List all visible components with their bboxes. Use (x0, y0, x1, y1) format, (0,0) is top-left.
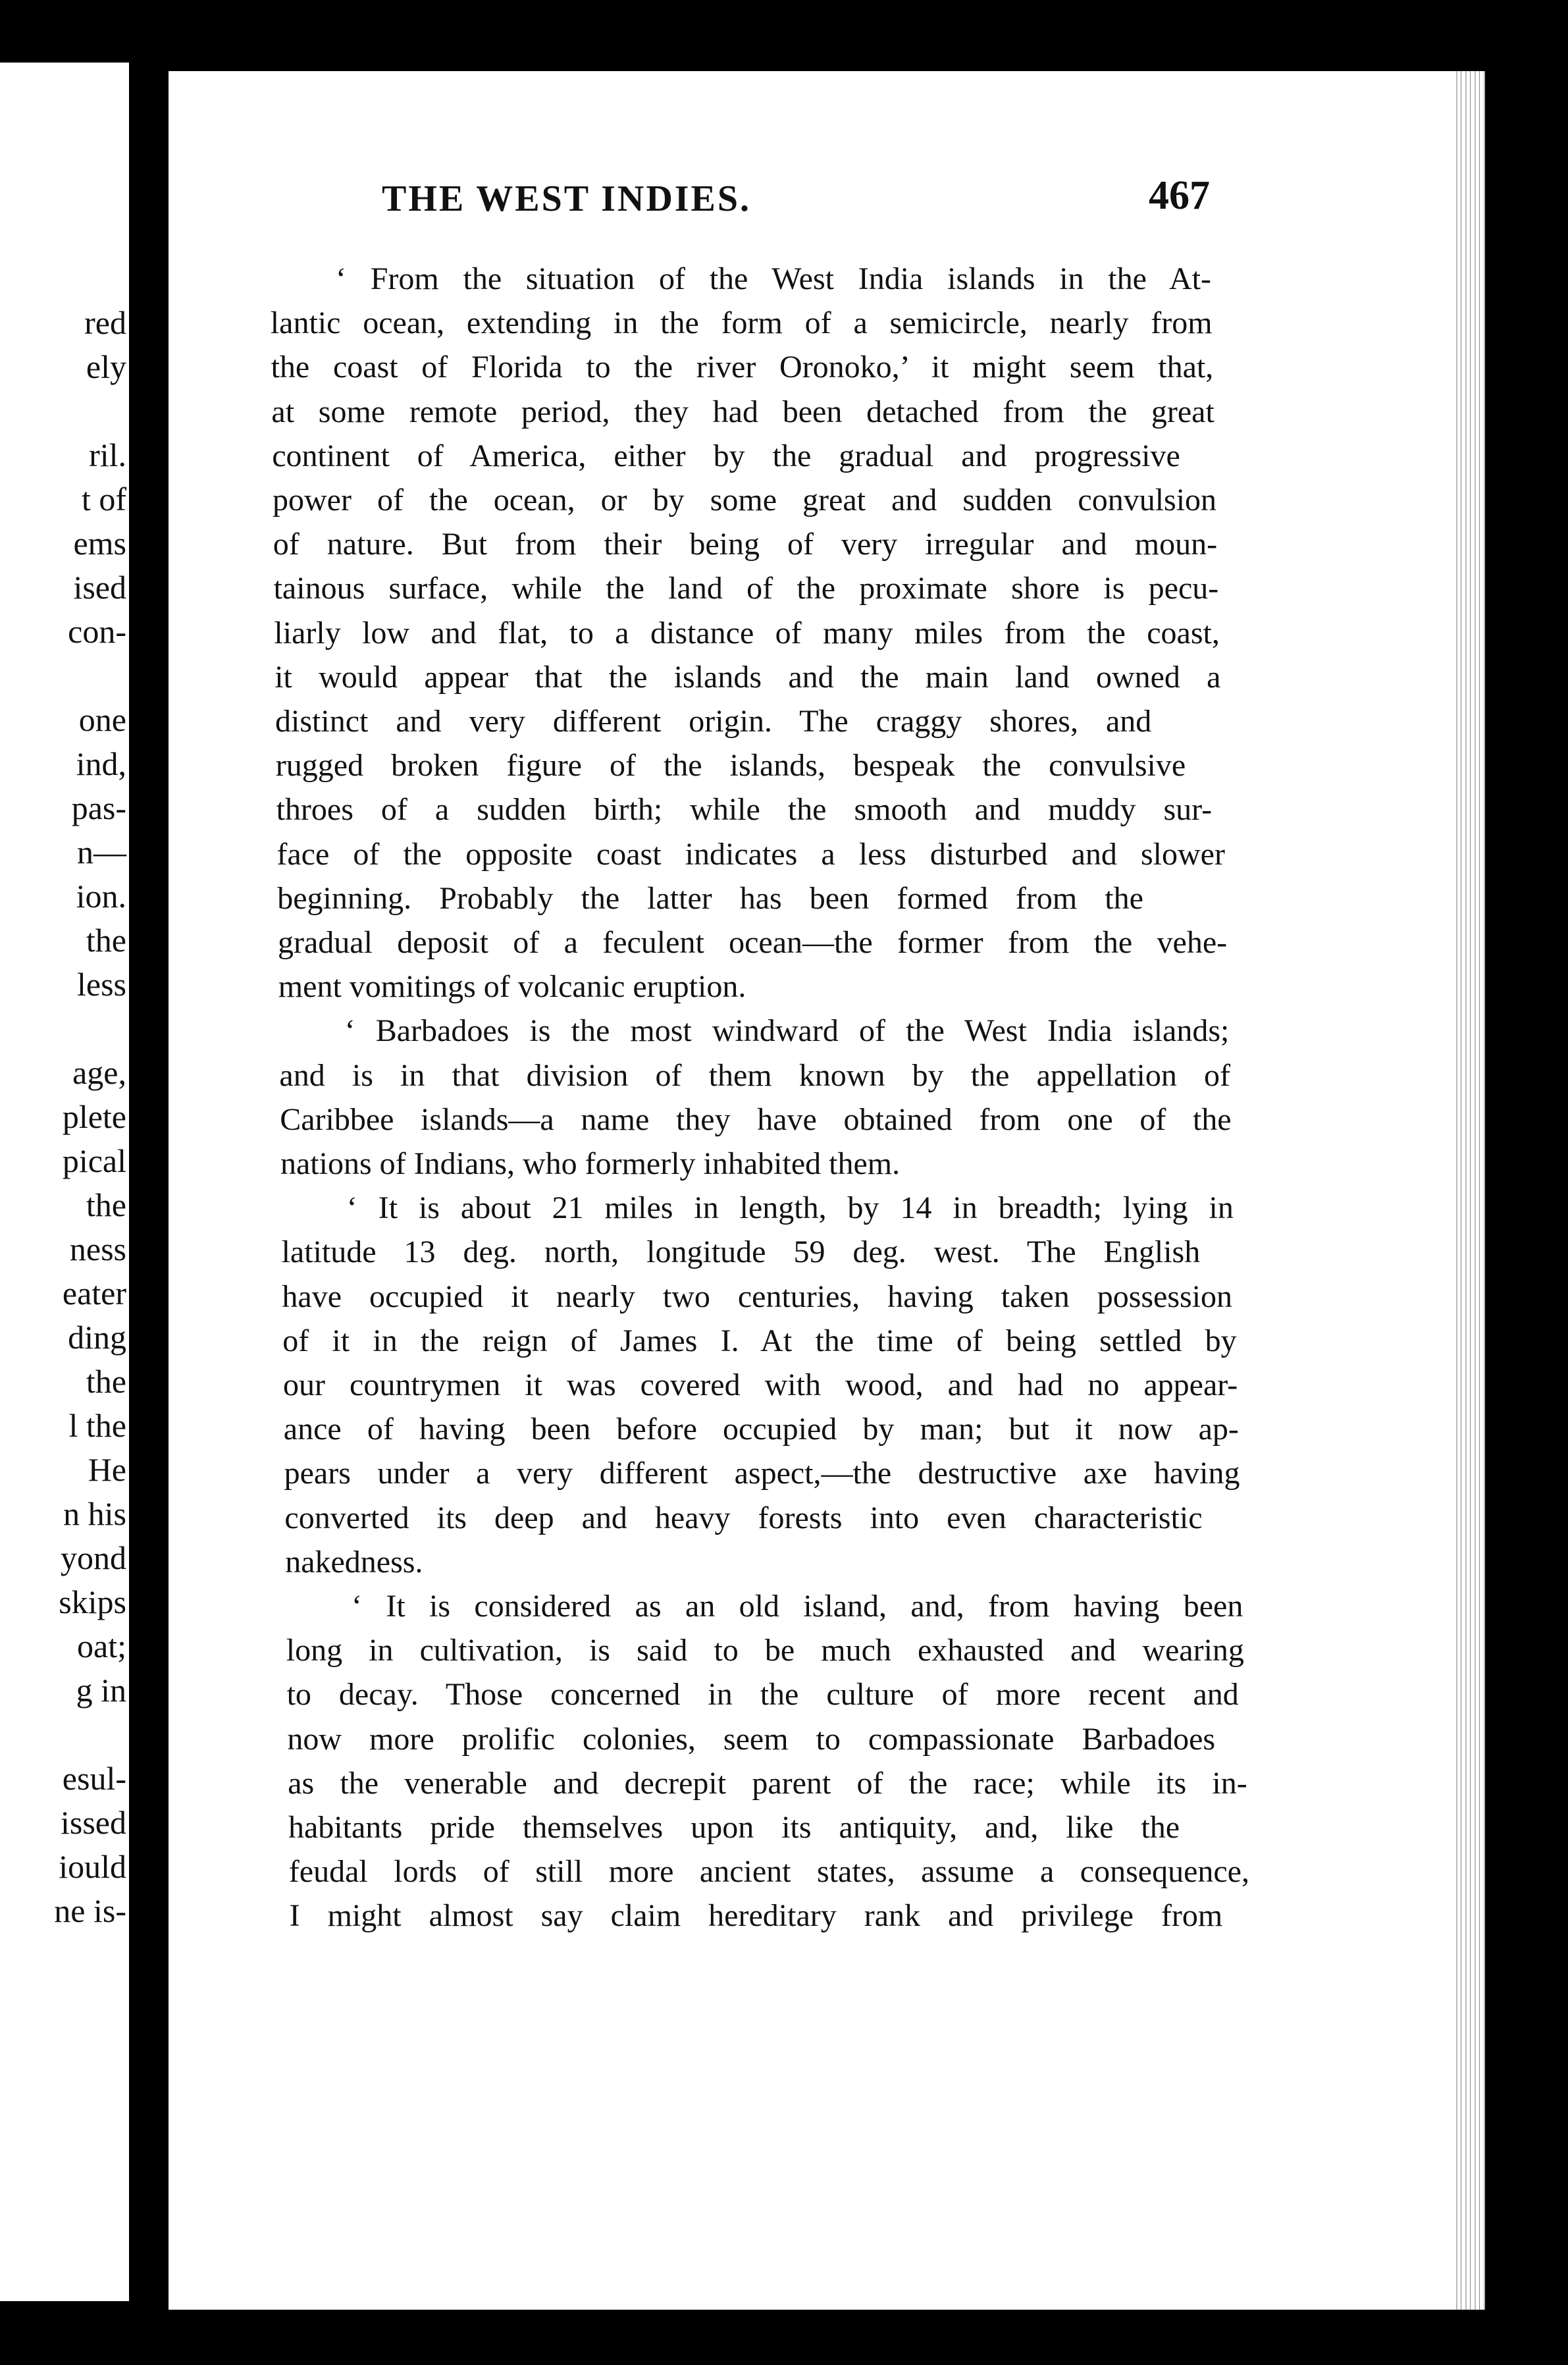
text-line: as the venerable and decrepit parent of the race; while its in- (288, 1765, 1247, 1801)
left-page-line: ion. (76, 878, 126, 915)
left-page-line: ding (68, 1319, 126, 1356)
left-page-line: issed (61, 1804, 126, 1841)
text-line: ‘ It is about 21 miles in length, by 14 in breadth; lying in (346, 1190, 1234, 1226)
left-page-line: ised (73, 569, 126, 606)
text-line: liarly low and flat, to a distance of many miles from the coast, (274, 615, 1220, 651)
text-line: continent of America, either by the gradual and progressive (272, 438, 1180, 473)
left-page-line: pas- (71, 789, 126, 826)
text-line: face of the opposite coast indicates a less disturbed and slower (276, 836, 1225, 872)
text-line: at some remote period, they had been detached from the great (271, 394, 1215, 429)
page-fore-edge (1452, 71, 1485, 2310)
text-line: feudal lords of still more ancient states, assume a consequence, (288, 1854, 1249, 1890)
text-line: habitants pride themselves upon its antiquity, and, like the (288, 1810, 1180, 1845)
text-line: Caribbee islands—a name they have obtained from one of the (280, 1102, 1232, 1137)
text-line: rugged broken figure of the islands, bespeak the convulsive (275, 748, 1186, 784)
left-page-line: iould (59, 1848, 126, 1885)
text-line: throes of a sudden birth; while the smooth and muddy sur- (276, 792, 1213, 828)
text-line: pears under a very different aspect,—the destructive axe having (284, 1456, 1240, 1491)
text-line: tainous surface, while the land of the proximate shore is pecu- (273, 571, 1219, 606)
text-line: latitude 13 deg. north, longitude 59 deg. west. The English (281, 1235, 1201, 1270)
left-page-line: esul- (62, 1760, 126, 1797)
left-page-line: less (77, 966, 126, 1003)
text-line: ‘ Barbadoes is the most windward of the West India islands; (344, 1013, 1230, 1049)
scan-background (1485, 0, 1568, 2365)
left-page-line: oat; (77, 1628, 126, 1664)
text-line: long in cultivation, is said to be much exhausted and wearing (286, 1633, 1244, 1668)
text-line: of it in the reign of James I. At the time of being settled by (282, 1323, 1237, 1358)
left-page-line: g in (76, 1672, 126, 1709)
text-line: ment vomitings of volcanic eruption. (278, 969, 746, 1005)
text-line: ance of having been before occupied by man; but it now ap- (283, 1412, 1239, 1447)
left-page-line: yond (61, 1539, 126, 1576)
left-page-line: the (86, 922, 126, 959)
text-line: I might almost say claim hereditary rank and privilege from (289, 1898, 1223, 1934)
text-line: lantic ocean, extending in the form of a semicircle, nearly from (270, 306, 1213, 341)
left-page-line: plete (62, 1098, 126, 1135)
text-line: it would appear that the islands and the main land owned a (274, 659, 1221, 695)
left-page-line: ems (73, 525, 126, 562)
left-page-line: ne is- (54, 1892, 126, 1929)
running-head: THE WEST INDIES. (382, 178, 752, 219)
left-page-line: ely (86, 348, 126, 385)
text-line: to decay. Those concerned in the culture of more recent and (286, 1677, 1239, 1713)
left-page-line: skips (59, 1583, 126, 1620)
text-line: now more prolific colonies, seem to compassionate Barbadoes (287, 1721, 1216, 1757)
left-page-line: n his (63, 1495, 126, 1532)
left-page-line: con- (68, 613, 126, 650)
text-line: of nature. But from their being of very irregular and moun- (273, 527, 1218, 562)
left-page-line: ind, (76, 745, 126, 782)
left-page-line: t of (81, 481, 126, 518)
left-page-line: ril. (89, 437, 126, 473)
left-page-line: age, (72, 1054, 126, 1091)
left-page-line: the (86, 1363, 126, 1400)
left-page-line: He (88, 1451, 126, 1488)
text-line: converted its deep and heavy forests into even characteristic (284, 1500, 1203, 1535)
left-page-line: eater (62, 1275, 126, 1312)
page-number: 467 (1149, 173, 1210, 218)
text-line: nations of Indians, who formerly inhabited them. (280, 1146, 901, 1181)
text-line: power of the ocean, or by some great and sudden convulsion (273, 483, 1217, 518)
left-page-line: n— (77, 834, 126, 870)
text-line: beginning. Probably the latter has been formed from the (277, 880, 1143, 916)
text-line: and is in that division of them known by the appellation of (279, 1057, 1230, 1093)
text-line: ‘ It is considered as an old island, and, from having been (352, 1589, 1243, 1624)
left-facing-page (0, 63, 132, 2301)
text-line: have occupied it nearly two centuries, having taken possession (282, 1279, 1233, 1314)
book-gutter (129, 63, 169, 2301)
text-line: nakedness. (285, 1544, 423, 1580)
text-line: our countrymen it was covered with wood, and had no appear- (283, 1368, 1238, 1402)
text-line: gradual deposit of a feculent ocean—the former from the vehe- (278, 925, 1228, 960)
left-page-line: pical (62, 1142, 126, 1179)
left-page-line: ness (69, 1231, 126, 1267)
text-line: distinct and very different origin. The craggy shores, and (275, 704, 1152, 739)
left-page-line: one (78, 701, 126, 738)
text-line: the coast of Florida to the river Oronoko,’ it might seem that, (271, 350, 1214, 385)
left-page-line: the (86, 1186, 126, 1223)
text-line: ‘ From the situation of the West India islands in the At- (336, 261, 1211, 296)
left-page-line: red (84, 304, 126, 341)
left-page-line: l the (68, 1407, 126, 1444)
